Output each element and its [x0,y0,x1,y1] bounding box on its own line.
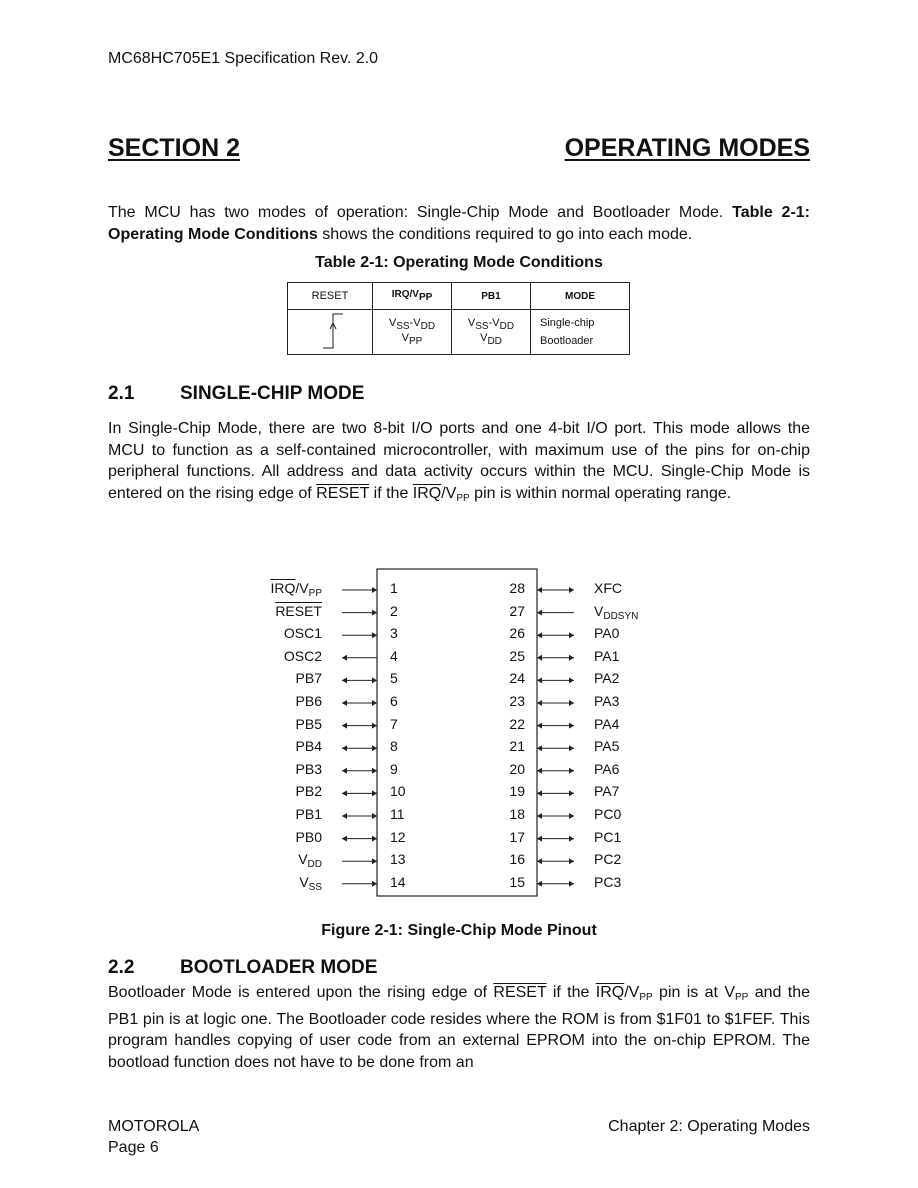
footer-company: MOTOROLA [108,1118,200,1135]
pb1-conditions: $V_{SS}-V_{DD}$ $V_{DD}$ [452,310,531,355]
document-header: MC68HC705E1 Specification Rev. 2.0 [108,50,379,67]
pin-label-right: PA5 [594,738,620,755]
pin-number: 25 [509,647,525,664]
intro-table-ref: Table 2-1: Operating Mode Conditions [108,204,810,243]
pin-number: 15 [509,873,525,890]
intro-text-2: shows the conditions required to go into each mode. [317,225,693,243]
heading-single-chip: 2.1 SINGLE-CHIP MODE [108,383,365,404]
pin-label-right: PC2 [594,851,622,868]
pin-number: 4 [390,647,398,664]
pin-label-right: PA6 [594,760,620,777]
pin-number: 26 [509,625,525,642]
pin-number: 18 [509,806,525,822]
arrowhead [342,700,347,706]
pin-label-right: $V_{DDSYN}$ [594,602,639,622]
footer-page-number: Page 6 [108,1139,159,1156]
pin-number: 13 [390,851,406,868]
pin-number: 12 [390,828,406,845]
pin-number: 14 [390,873,406,890]
pin-label-right: PC0 [594,806,622,822]
pin-number: 6 [390,693,398,709]
arrowhead [537,677,542,683]
pin-label-right: PC3 [594,873,622,890]
arrowhead [537,745,542,751]
arrowhead [342,745,347,751]
irq-conditions: $V_{SS}-V_{DD}$ $V_{PP}$ [373,310,452,355]
footer-chapter: Chapter 2: Operating Modes [608,1118,810,1135]
pin-number: 28 [509,580,525,596]
pin-label-right: XFC [594,580,622,596]
arrowhead [569,858,574,864]
arrowhead [372,813,377,819]
arrowhead [537,655,542,661]
arrowhead [569,677,574,683]
heading-bootloader: 2.2 BOOTLOADER MODE [108,957,378,978]
arrowhead [372,700,377,706]
mode-values: Single-chip Bootloader [531,310,630,355]
arrowhead [342,655,347,661]
pin-label-right: PC1 [594,828,622,845]
pin-label-left: PB3 [295,760,322,777]
pin-label-left: PB4 [295,738,322,755]
arrowhead [342,836,347,842]
intro-text-1: The MCU has two modes of operation: Single-Chip Mode and Bootloader Mode. [108,204,733,221]
arrowhead [372,587,377,593]
arrowhead [537,768,542,774]
arrowhead [372,632,377,638]
section-title: OPERATING MODES [564,134,810,162]
arrowhead [569,790,574,796]
figure-caption: Figure 2-1: Single-Chip Mode Pinout [321,922,597,939]
pin-label-left: PB5 [295,715,322,732]
reset-rising-edge-symbol [288,310,373,355]
pin-number: 10 [390,783,406,800]
arrowhead [372,858,377,864]
pin-number: 17 [509,828,525,845]
col-reset: RESET [288,283,373,310]
arrowhead [569,587,574,593]
arrowhead [372,723,377,729]
pin-number: 24 [509,670,525,687]
operating-mode-table [287,282,630,355]
pin-number: 27 [509,602,525,619]
section-number: SECTION 2 [108,134,240,162]
pin-number: 3 [390,625,398,642]
arrowhead [342,677,347,683]
arrowhead [569,700,574,706]
pin-number: 7 [390,715,398,732]
pinout-lines [0,560,918,920]
arrowhead [569,881,574,887]
arrowhead [569,655,574,661]
col-mode: MODE [531,283,630,310]
pin-label-right: PA1 [594,647,620,664]
pin-label-left: OSC1 [283,625,322,642]
pin-number: 16 [509,851,525,868]
arrowhead [372,836,377,842]
bootloader-paragraph: Bootloader Mode is entered upon the rising edge of RESET if the $\overline{IRQ}/V_{PP}$ pin is at $V_{PP}$ and the PB1 pin is at logic one. The Bootloader code resides where the ROM is from $1F01 to $1FEF. This program handles copying of user code from an external EPROM into the on-chip EPROM. The bootload function does not have to be done from an [108,984,810,1071]
arrowhead [537,723,542,729]
arrowhead [372,768,377,774]
pin-label-left: $V_{SS}$ [299,873,322,893]
pin-label-right: PA3 [594,693,620,709]
arrowhead [569,813,574,819]
pin-label-left: OSC2 [283,647,322,664]
pin-label-right: PA4 [594,715,620,732]
arrowhead [569,632,574,638]
pin-number: 9 [390,760,398,777]
pin-label-left: PB7 [295,670,322,687]
arrowhead [537,587,542,593]
pin-number: 22 [509,715,525,732]
arrowhead [537,836,542,842]
col-pb1: PB1 [452,283,531,310]
pin-number: 1 [390,580,398,596]
pin-label-right: PA0 [594,625,620,642]
arrowhead [372,610,377,616]
arrowhead [342,723,347,729]
pin-number: 19 [509,783,525,800]
pin-label-right: PA7 [594,783,620,800]
pin-label-left: PB6 [295,693,322,709]
pin-number: 11 [390,806,405,822]
pin-label-left: PB1 [295,806,322,822]
arrowhead [342,790,347,796]
rising-edge-icon [310,311,350,351]
arrowhead [372,881,377,887]
pin-number: 20 [509,760,525,777]
arrowhead [569,723,574,729]
arrowhead [569,745,574,751]
single-chip-paragraph: In Single-Chip Mode, there are two 8-bit I/O ports and one 4-bit I/O port. This mode allows the MCU to function as a self-contained microcontroller, with maximum use of the pins for on-chip peripheral functions. All address and data activity occurs within the MCU. Single-Chip Mode is entered on the rising edge of RESET if the $\overline{IRQ}/V_{PP}$ pin is within normal operating range. [108,420,810,504]
arrowhead [372,790,377,796]
pin-number: 8 [390,738,398,755]
arrowhead [537,700,542,706]
arrowhead [537,813,542,819]
pin-number: 2 [390,602,398,619]
arrowhead [537,881,542,887]
pin-label-left: $V_{DD}$ [298,851,322,871]
pin-number: 23 [509,693,525,709]
pin-label-left: $\overline{IRQ}/V_{PP}$ [270,580,322,599]
arrowhead [537,610,542,616]
arrowhead [372,745,377,751]
arrowhead [537,790,542,796]
arrowhead [342,813,347,819]
arrowhead [569,836,574,842]
pin-label-right: PA2 [594,670,620,687]
col-irq: IRQ/$V_{PP}$ [373,283,452,310]
pin-number: 5 [390,670,398,687]
arrowhead [342,768,347,774]
intro-paragraph [108,202,810,245]
arrowhead [537,632,542,638]
arrowhead [537,858,542,864]
arrowhead [372,677,377,683]
pin-label-left: RESET [275,602,322,619]
arrowhead [569,768,574,774]
pin-label-left: PB2 [295,783,322,800]
pin-number: 21 [509,738,525,755]
table-caption: Table 2-1: Operating Mode Conditions [315,254,603,271]
pin-label-left: PB0 [295,828,322,845]
